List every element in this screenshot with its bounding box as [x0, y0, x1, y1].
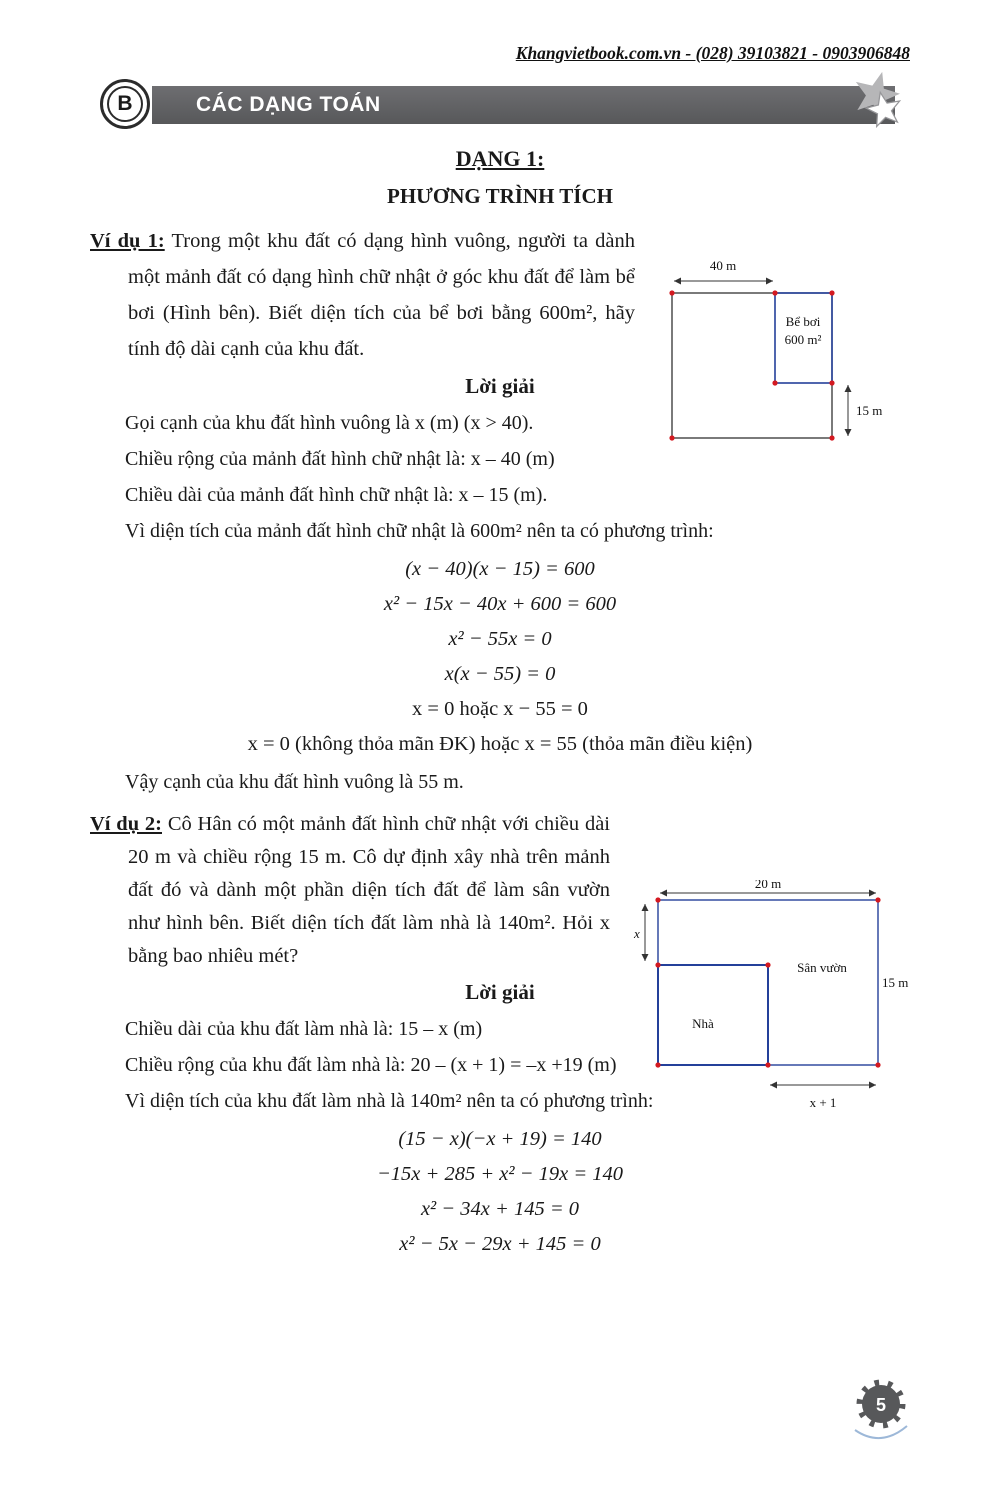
example1-solution-line: Chiều dài của mảnh đất hình chữ nhật là: x – 15 (m).	[125, 484, 548, 506]
section-title: CÁC DẠNG TOÁN	[196, 93, 381, 116]
example2-solution-line: Vì diện tích của khu đất làm nhà là 140m² nên ta có phương trình:	[125, 1090, 654, 1112]
example1-conclusion: Vậy cạnh của khu đất hình vuông là 55 m.	[125, 771, 464, 793]
example1-label: Ví dụ 1:	[90, 230, 165, 252]
section-badge-inner	[107, 86, 143, 122]
figure2-garden-diagram	[630, 880, 910, 1115]
equation: x = 0 (không thỏa mãn ĐK) hoặc x = 55 (thỏa mãn điều kiện)	[247, 733, 753, 755]
figure2-top-label: 20 m	[754, 880, 782, 891]
section-banner-bar	[152, 86, 895, 124]
example1-body: Trong một khu đất có dạng hình vuông, người ta dành một mảnh đất có dạng hình chữ nhật ở góc khu đất để làm bể bơi (Hình bên). Biết diện tích của bể bơi bằng 600m², hãy tính độ dài cạnh của khu đất.	[128, 230, 635, 360]
figure1-width-label: 40 m	[709, 258, 737, 273]
figure1-container	[655, 248, 910, 464]
decorative-arc	[855, 1426, 907, 1438]
star-icon-svg	[846, 70, 912, 134]
equation: −15x + 285 + x² − 19x = 140	[376, 1163, 624, 1185]
figure2-house-rect	[658, 965, 768, 1065]
heading-dang-1: DẠNG 1:	[455, 146, 545, 171]
figure1-pool-area-label: 600 m²	[784, 332, 822, 347]
figure2-house-label: Nhà	[692, 1016, 714, 1031]
page-number-badge	[843, 1372, 919, 1458]
example1-solution-line: Vì diện tích của mảnh đất hình chữ nhật là 600m² nên ta có phương trình:	[125, 520, 714, 542]
heading-phuong-trinh-tich: PHƯƠNG TRÌNH TÍCH	[387, 184, 613, 208]
figure1-corner-dots	[669, 290, 834, 440]
figure2-container	[630, 880, 910, 1121]
example2-body: Cô Hân có một mảnh đất hình chữ nhật với chiều dài 20 m và chiều rộng 15 m. Cô dự định xây nhà trên mảnh đất đó và dành một phần diện tích đất để làm sân vườn như hình bên. Biết diện tích đất làm nhà là 140m². Hỏi x bằng bao nhiêu mét?	[128, 813, 610, 967]
figure2-x-label: x	[634, 926, 640, 941]
equation: x = 0 hoặc x − 55 = 0	[412, 698, 588, 720]
equation: x(x − 55) = 0	[444, 663, 556, 685]
section-badge	[100, 79, 150, 129]
figure1-pool-diagram	[655, 248, 910, 458]
section-badge-letter: B	[117, 92, 133, 115]
gear-icon	[843, 1372, 919, 1452]
example1-paragraph	[90, 223, 635, 367]
figure2-right-label: 15 m	[882, 975, 909, 990]
example2-paragraph	[90, 808, 610, 973]
example2-solution-line: Chiều dài của khu đất làm nhà là: 15 – x (m)	[125, 1018, 483, 1040]
header-contact-text: Khangvietbook.com.vn - (028) 39103821 - 0903906848	[515, 43, 910, 63]
example1-solution-line: Gọi cạnh của khu đất hình vuông là x (m) (x > 40).	[125, 412, 534, 434]
section-banner	[90, 82, 910, 130]
example2-label: Ví dụ 2:	[90, 813, 162, 835]
equation: x² − 34x + 145 = 0	[420, 1198, 580, 1220]
equation: x² − 15x − 40x + 600 = 600	[383, 593, 617, 615]
star-icon	[846, 70, 912, 140]
example1-solution-line: Chiều rộng của mảnh đất hình chữ nhật là: x – 40 (m)	[125, 448, 555, 470]
example2-solution-line: Chiều rộng của khu đất làm nhà là: 20 – (x + 1) = –x +19 (m)	[125, 1054, 617, 1076]
example2-equations	[90, 1124, 910, 1259]
equation: x² − 55x = 0	[448, 628, 552, 650]
figure1-pool-label: Bể bơi	[785, 314, 821, 329]
figure2-bottom-label: x + 1	[809, 1095, 837, 1110]
example1-solution-heading: Lời giải	[465, 374, 535, 398]
page-header	[90, 42, 910, 68]
example2-solution-heading: Lời giải	[465, 980, 535, 1004]
page-number: 5	[875, 1395, 887, 1415]
equation: (15 − x)(−x + 19) = 140	[398, 1128, 602, 1150]
figure2-garden-label: Sân vườn	[797, 960, 847, 975]
equation: (x − 40)(x − 15) = 600	[405, 558, 595, 580]
equation: x² − 5x − 29x + 145 = 0	[399, 1233, 601, 1255]
figure1-height-label: 15 m	[856, 403, 883, 418]
example1-equations	[90, 554, 910, 759]
